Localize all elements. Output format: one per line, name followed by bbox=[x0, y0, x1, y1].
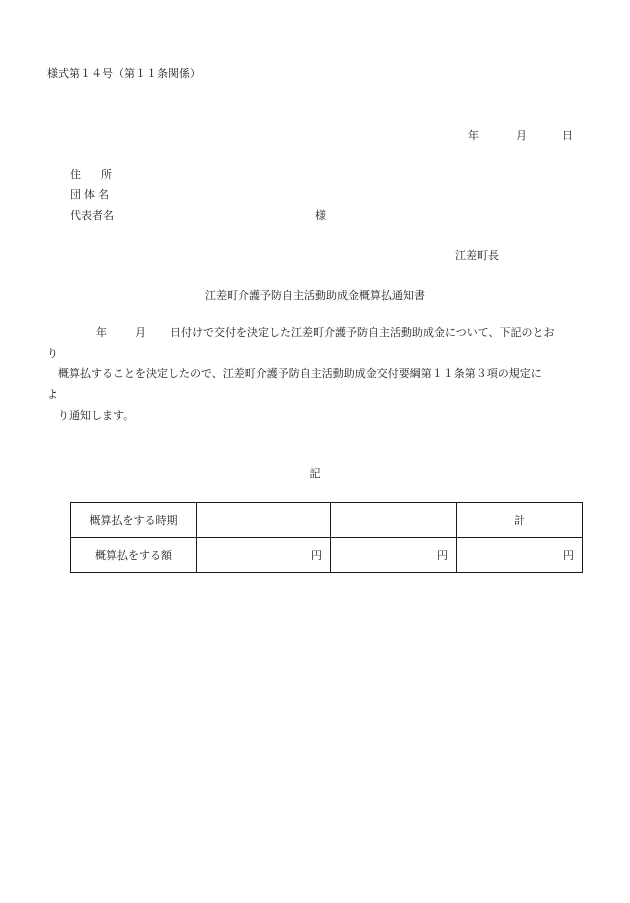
amount-table bbox=[70, 502, 583, 573]
body-line-1 bbox=[47, 327, 555, 338]
body-line-1-wrap: り bbox=[47, 347, 58, 360]
body-line-3: り通知します。 bbox=[58, 409, 135, 422]
document-title: 江差町介護予防自主活動助成金概算払通知書 bbox=[205, 289, 425, 302]
total-header-cell: 計 bbox=[457, 503, 583, 538]
body-month: 月 bbox=[135, 326, 146, 339]
honorific: 様 bbox=[315, 209, 326, 222]
date-line bbox=[468, 130, 573, 141]
body-line-2-wrap: よ bbox=[47, 388, 58, 401]
ki-heading: 記 bbox=[309, 467, 321, 480]
timing-cell-1 bbox=[197, 503, 331, 538]
amount-cell-1: 円 bbox=[197, 538, 331, 573]
body-line-1-text: 日付けで交付を決定した江差町介護予防自主活動助成金について、下記のとお bbox=[170, 326, 555, 339]
amount-label-cell: 概算払をする額 bbox=[71, 538, 197, 573]
body-year: 年 bbox=[96, 326, 107, 339]
date-month-label: 月 bbox=[516, 129, 527, 142]
issuer: 江差町長 bbox=[455, 249, 499, 262]
amount-cell-2: 円 bbox=[331, 538, 457, 573]
address-label: 住所 bbox=[70, 168, 132, 181]
date-day-label: 日 bbox=[562, 129, 573, 142]
amount-total-cell: 円 bbox=[457, 538, 583, 573]
representative-label: 代表者名 bbox=[70, 209, 114, 222]
table-row bbox=[71, 538, 583, 573]
table-row bbox=[71, 503, 583, 538]
timing-label-cell: 概算払をする時期 bbox=[71, 503, 197, 538]
body-line-2: 概算払することを決定したので、江差町介護予防自主活動助成金交付要綱第１１条第３項の規定に bbox=[58, 367, 542, 380]
date-year-label: 年 bbox=[468, 129, 479, 142]
group-name-label: 団体名 bbox=[70, 188, 112, 201]
timing-cell-2 bbox=[331, 503, 457, 538]
form-number: 様式第１４号（第１１条関係） bbox=[47, 67, 201, 80]
